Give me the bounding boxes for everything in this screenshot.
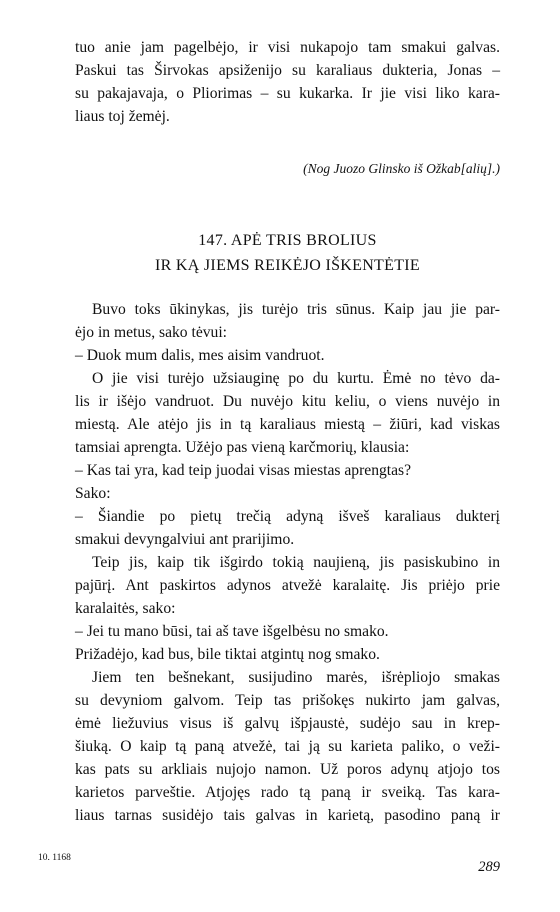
text-line: karalaitės, sako:: [75, 600, 176, 617]
text-line: liaus tarnas susidėjo tais galvas in karietą, pasodino paną ir: [75, 807, 500, 824]
text-line: Teip jis, kaip tik išgirdo tokią naujieną, jis pasiskubino in: [92, 554, 500, 571]
text-line: Sako:: [75, 485, 111, 502]
text-line: su pakajavaja, o Pliorimas – su kukarka. Ir jie visi liko kara-: [75, 85, 500, 102]
text-line: šiuką. O kaip tą paną atvežė, tai ją su karieta paliko, o veži-: [75, 738, 500, 755]
dialogue-line: – Duok mum dalis, mes aisim vandruot.: [75, 347, 325, 364]
text-line: O jie visi turėjo užsiauginę po du kurtu. Ėmė no tėvo da-: [92, 370, 500, 387]
text-line: karietos parveštie. Atjojęs rado tą paną ir sveiką. Tas kara-: [75, 784, 500, 801]
text-line: Prižadėjo, kad bus, bile tiktai atgintų nog smako.: [75, 646, 380, 663]
tale-heading-line-2: IR KĄ JIEMS REIKĖJO IŠKENTĖTIE: [155, 257, 420, 274]
dialogue-line: – Jei tu mano būsi, tai aš tave išgelbėsu no smako.: [75, 623, 389, 640]
tale-heading-line-1: 147. APĖ TRIS BROLIUS: [198, 232, 377, 249]
source-attribution: (Nog Juozo Glinsko iš Ožkab[alių].): [303, 161, 500, 176]
text-line: pajūrį. Ant paskirtos adynos atvežė karalaitę. Jis priėjo prie: [75, 577, 500, 594]
text-line: kas pats su arkliais nujojo namon. Už poros adynų atjojo tos: [75, 761, 500, 778]
dialogue-line: – Šiandie po pietų trečią adyną išveš karaliaus dukterį: [75, 508, 500, 525]
text-line: liaus toj žemėj.: [75, 108, 170, 125]
text-line: tamsiai aprengta. Užėjo pas vieną karčmorių, klausia:: [75, 439, 410, 456]
text-line: miestą. Ale atėjo jis in tą karaliaus miestą – žiūri, kad viskas: [75, 416, 500, 433]
signature-mark: 10. 1168: [38, 853, 71, 863]
text-line: Buvo toks ūkinykas, jis turėjo tris sūnus. Kaip jau jie par-: [92, 301, 500, 318]
text-line: lis ir išėjo vandruot. Du nuvėjo kitu keliu, o viens nuvėjo in: [75, 393, 500, 410]
text-line: su devyniom galvom. Teip tas prišokęs nukirto jam galvas,: [75, 692, 500, 709]
text-line: Jiem ten bešnekant, susijudino marės, išrėpliojo smakas: [92, 669, 500, 686]
text-line: tuo anie jam pagelbėjo, ir visi nukapojo tam smakui galvas.: [75, 39, 500, 56]
text-line: smakui devyngalviui ant prarijimo.: [75, 531, 295, 548]
dialogue-line: – Kas tai yra, kad teip juodai visas miestas aprengtas?: [75, 462, 412, 479]
text-line: Paskui tas Širvokas apsiženijo su karaliaus dukteria, Jonas –: [75, 62, 500, 79]
text-line: ėmė liežuvius visus iš galvų išpjaustė, sudėjo sau in krep-: [75, 715, 500, 732]
text-line: ėjo in metus, sako tėvui:: [75, 324, 228, 341]
page-number: 289: [478, 859, 500, 875]
